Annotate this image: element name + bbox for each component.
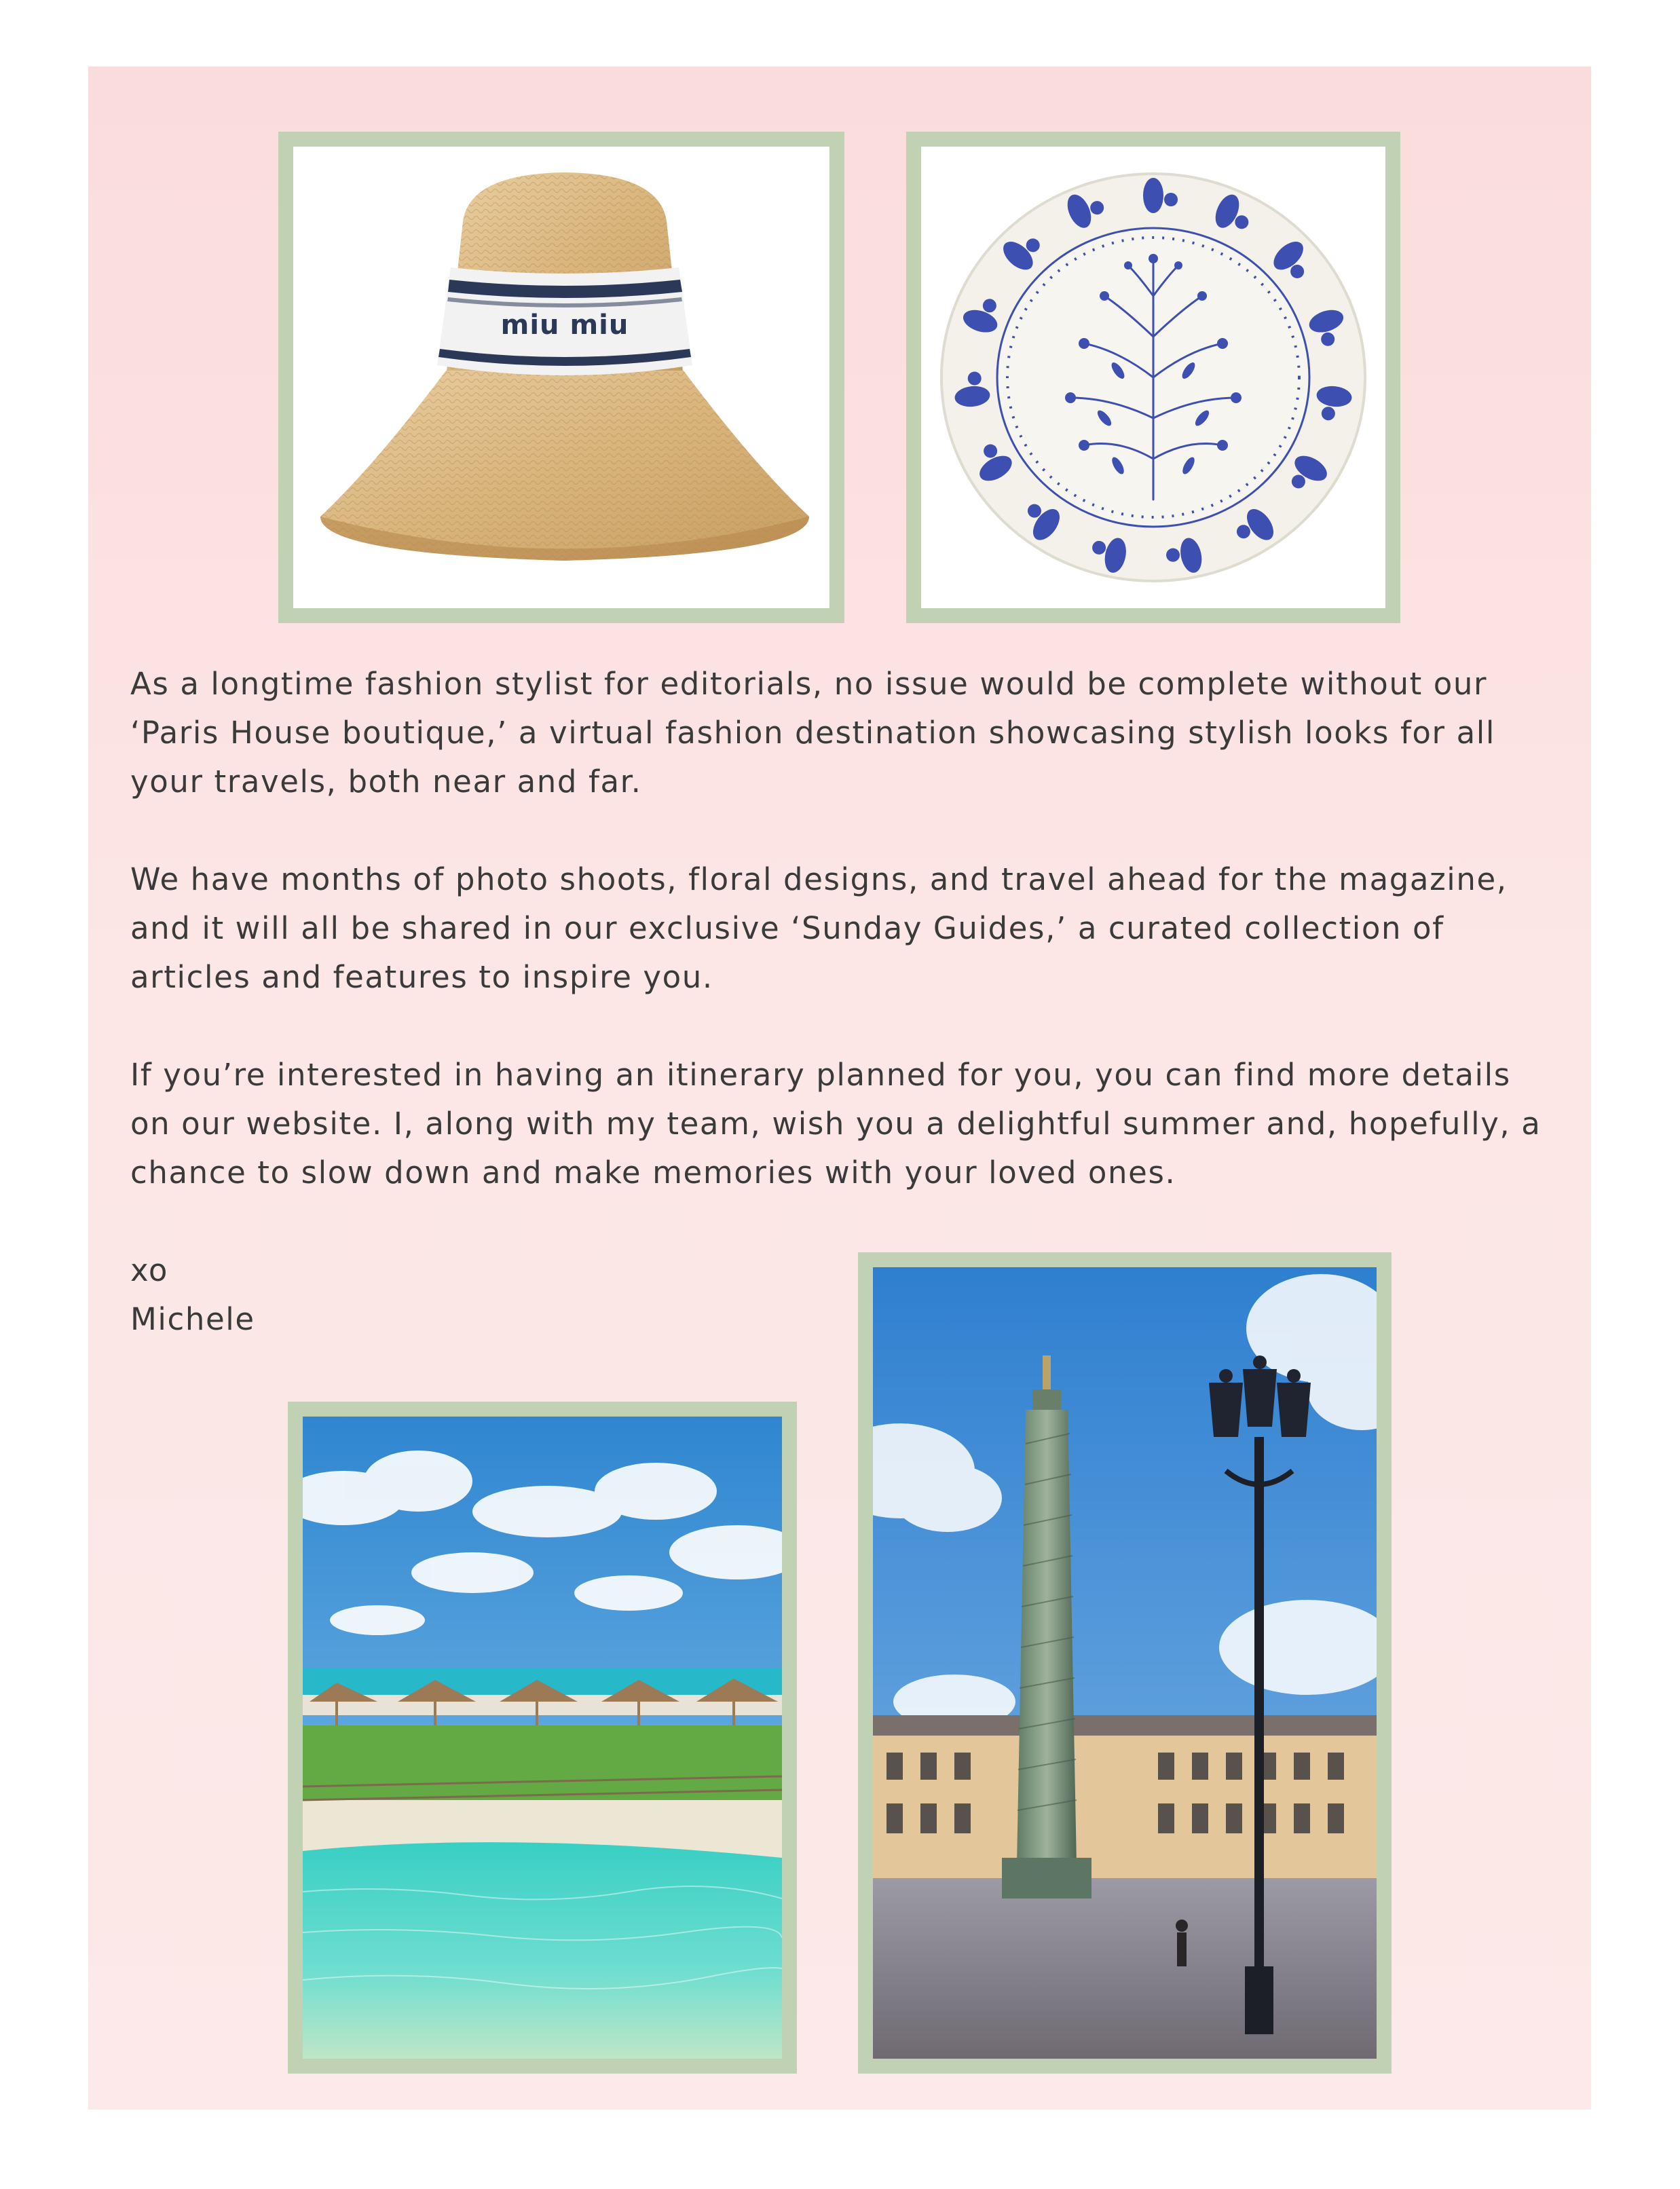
- text-line: your travels, both near and far.: [130, 764, 642, 800]
- paragraph-boutique: [130, 660, 1603, 806]
- signoff-greeting: xo: [130, 1252, 168, 1288]
- signoff-name: Michele: [130, 1301, 255, 1337]
- beach-pool-photo: [303, 1417, 782, 2059]
- beach-pool-photo-frame: [288, 1402, 797, 2074]
- straw-hat-photo: [293, 147, 829, 608]
- place-vendome-photo: [873, 1267, 1377, 2059]
- paragraph-sunday-guides: [130, 855, 1603, 1002]
- text-line: If you’re interested in having an itinerary planned for you, you can find more details: [130, 1057, 1511, 1093]
- text-line: ‘Paris House boutique,’ a virtual fashion destination showcasing stylish looks for all: [130, 715, 1495, 751]
- text-line: We have months of photo shoots, floral designs, and travel ahead for the magazine,: [130, 861, 1508, 897]
- hat-brand-logo: miu miu: [500, 310, 629, 341]
- letter-body: [130, 660, 1603, 1344]
- text-line: chance to slow down and make memories with your loved ones.: [130, 1155, 1176, 1191]
- blue-plate-photo-frame: [906, 132, 1400, 623]
- text-line: and it will all be shared in our exclusive ‘Sunday Guides,’ a curated collection of: [130, 910, 1444, 946]
- blue-plate-photo: [921, 147, 1385, 608]
- straw-hat-photo-frame: [278, 132, 844, 623]
- place-vendome-photo-frame: [858, 1252, 1392, 2074]
- text-line: As a longtime fashion stylist for editorials, no issue would be complete without our: [130, 666, 1488, 702]
- paragraph-itinerary: [130, 1051, 1603, 1197]
- text-line: on our website. I, along with my team, wish you a delightful summer and, hopefully, a: [130, 1106, 1542, 1142]
- text-line: articles and features to inspire you.: [130, 959, 713, 995]
